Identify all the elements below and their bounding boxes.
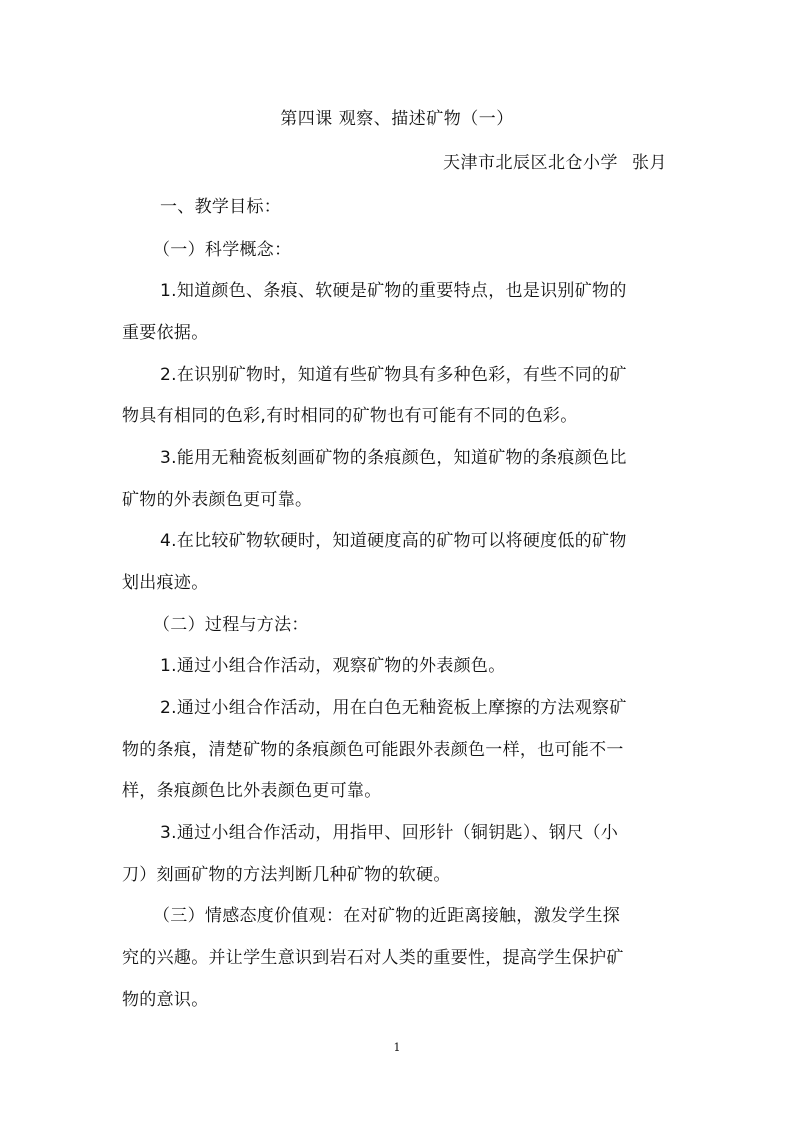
subsection-heading: （二）过程与方法： bbox=[153, 615, 309, 635]
paragraph-line: 划出痕迹。 bbox=[122, 573, 209, 593]
paragraph-line: 刀）刻画矿物的方法判断几种矿物的软硬。 bbox=[122, 865, 451, 885]
section-heading: 一、教学目标： bbox=[160, 197, 282, 217]
paragraph-line: 3.能用无釉瓷板刻画矿物的条痕颜色，知道矿物的条痕颜色比 bbox=[160, 448, 627, 468]
subsection-heading: （一）科学概念： bbox=[153, 240, 292, 260]
paragraph-line: 重要依据。 bbox=[122, 323, 209, 343]
paragraph-line: 究的兴趣。并让学生意识到岩石对人类的重要性，提高学生保护矿 bbox=[122, 948, 624, 968]
paragraph-line: 2.在识别矿物时，知道有些矿物具有多种色彩，有些不同的矿 bbox=[160, 365, 627, 385]
paragraph-line: 3.通过小组合作活动，用指甲、回形针（铜钥匙）、钢尺（小 bbox=[160, 823, 619, 843]
author-line bbox=[443, 148, 667, 173]
paragraph-line: 2.通过小组合作活动，用在白色无釉瓷板上摩擦的方法观察矿 bbox=[160, 698, 627, 718]
paragraph-line: 物的意识。 bbox=[122, 990, 209, 1010]
author-school: 天津市北辰区北仓小学 bbox=[443, 153, 618, 173]
paragraph-line: 物的条痕，清楚矿物的条痕颜色可能跟外表颜色一样，也可能不一 bbox=[122, 740, 624, 760]
paragraph-line: 1.知道颜色、条痕、软硬是矿物的重要特点，也是识别矿物的 bbox=[160, 281, 627, 301]
paragraph-line: （三）情感态度价值观：在对矿物的近距离接触，激发学生探 bbox=[153, 906, 621, 926]
paragraph-line: 1.通过小组合作活动，观察矿物的外表颜色。 bbox=[160, 656, 506, 676]
paragraph-line: 矿物的外表颜色更可靠。 bbox=[122, 490, 313, 510]
paragraph-line: 样，条痕颜色比外表颜色更可靠。 bbox=[122, 781, 382, 801]
author-name: 张月 bbox=[632, 153, 667, 173]
page-number: 1 bbox=[393, 1041, 401, 1054]
paragraph-line: 物具有相同的色彩,有时相同的矿物也有可能有不同的色彩。 bbox=[122, 406, 578, 426]
document-title: 第四课 观察、描述矿物（一） bbox=[280, 109, 514, 129]
paragraph-line: 4.在比较矿物软硬时，知道硬度高的矿物可以将硬度低的矿物 bbox=[160, 531, 627, 551]
